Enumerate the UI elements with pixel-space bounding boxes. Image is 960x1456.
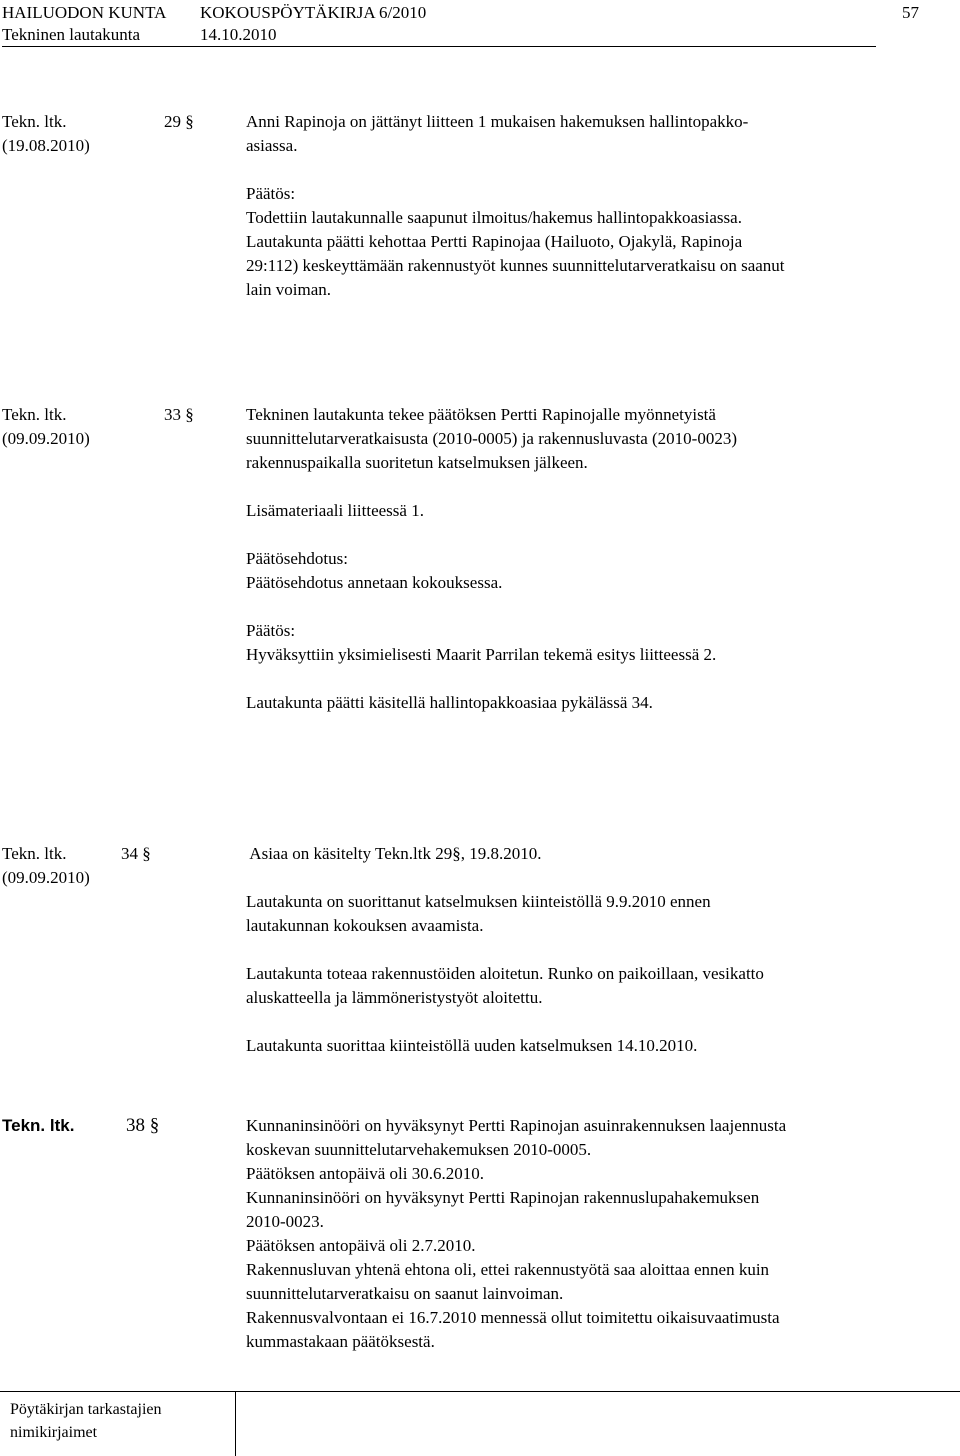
- text-line: suunnittelutarveratkaisu on saanut lainvoiman.: [246, 1284, 564, 1303]
- text-line: Todettiin lautakunnalle saapunut ilmoitus/hakemus hallintopakkoasiassa.: [246, 208, 742, 227]
- text-line: kummastakaan päätöksestä.: [246, 1332, 435, 1351]
- text-line: asiassa.: [246, 136, 298, 155]
- section-number: 34 §: [121, 844, 151, 863]
- decision-heading: Päätös:: [246, 184, 296, 203]
- blank-line: [246, 866, 946, 890]
- text-line: Asiaa on käsitelty Tekn.ltk 29§, 19.8.2010.: [246, 844, 542, 863]
- text-line: Lautakunta päätti kehottaa Pertti Rapinojaa (Hailuoto, Ojakylä, Rapinoja: [246, 232, 743, 251]
- blank-line: [246, 523, 946, 547]
- text-line: Lautakunta päätti käsitellä hallintopakkoasiaa pykälässä 34.: [246, 693, 653, 712]
- section-date: (09.09.2010): [2, 868, 90, 887]
- text-line: rakennuspaikalla suoritetun katselmuksen jälkeen.: [246, 453, 588, 472]
- text-line: Hyväksyttiin yksimielisesti Maarit Parrilan tekemä esitys liitteessä 2.: [246, 645, 717, 664]
- section-label: Tekn. ltk.: [2, 844, 67, 863]
- text-line: Lisämateriaali liitteessä 1.: [246, 501, 424, 520]
- text-line: Lautakunta on suorittanut katselmuksen kiinteistöllä 9.9.2010 ennen: [246, 892, 711, 911]
- text-line: Lautakunta toteaa rakennustöiden aloitetun. Runko on paikoillaan, vesikatto: [246, 964, 764, 983]
- section-label: Tekn. ltk.: [2, 1116, 75, 1135]
- text-line: Rakennusvalvontaan ei 16.7.2010 mennessä ollut toimitettu oikaisuvaatimusta: [246, 1308, 780, 1327]
- blank-line: [246, 475, 946, 499]
- text-line: lautakunnan kokouksen avaamista.: [246, 916, 484, 935]
- section-date: (09.09.2010): [2, 429, 90, 448]
- section-text: [246, 842, 946, 1058]
- text-line: suunnittelutarveratkaisusta (2010-0005) ja rakennusluvasta (2010-0023): [246, 429, 737, 448]
- section-number: 38 §: [126, 1115, 160, 1136]
- document-title: KOKOUSPÖYTÄKIRJA 6/2010: [200, 3, 427, 22]
- header-rule: [2, 46, 876, 47]
- blank-line: [246, 595, 946, 619]
- blank-line: [246, 938, 946, 962]
- section-text: [246, 1114, 946, 1354]
- text-line: Tekninen lautakunta tekee päätöksen Pertti Rapinojalle myönnetyistä: [246, 405, 716, 424]
- section-number: 33 §: [164, 405, 194, 424]
- blank-line: [246, 667, 946, 691]
- proposal-heading: Päätösehdotus:: [246, 549, 348, 568]
- municipality-name: HAILUODON KUNTA: [2, 3, 167, 22]
- text-line: Lautakunta suorittaa kiinteistöllä uuden katselmuksen 14.10.2010.: [246, 1036, 698, 1055]
- text-line: 2010-0023.: [246, 1212, 324, 1231]
- text-line: Päätösehdotus annetaan kokouksessa.: [246, 573, 503, 592]
- section-date: (19.08.2010): [2, 136, 90, 155]
- text-line: Kunnaninsinööri on hyväksynyt Pertti Rapinojan asuinrakennuksen laajennusta: [246, 1116, 787, 1135]
- text-line: Rakennusluvan yhtenä ehtona oli, ettei rakennustyötä saa aloittaa ennen kuin: [246, 1260, 770, 1279]
- text-line: lain voiman.: [246, 280, 331, 299]
- section-label: Tekn. ltk.: [2, 112, 67, 131]
- signature-label: Pöytäkirjan tarkastajien nimikirjaimet: [0, 1392, 236, 1456]
- text-line: Kunnaninsinööri on hyväksynyt Pertti Rapinojan rakennuslupahakemuksen: [246, 1188, 760, 1207]
- text-line: Päätöksen antopäivä oli 2.7.2010.: [246, 1236, 476, 1255]
- page-number: 57: [902, 3, 919, 22]
- text-line: 29:112) keskeyttämään rakennustyöt kunnes suunnittelutarveratkaisu on saanut: [246, 256, 785, 275]
- section-number: 29 §: [164, 112, 194, 131]
- decision-heading: Päätös:: [246, 621, 296, 640]
- section-text: [246, 110, 946, 302]
- text-line: koskevan suunnittelutarvehakemuksen 2010-0005.: [246, 1140, 592, 1159]
- text-line: Anni Rapinoja on jättänyt liitteen 1 mukaisen hakemuksen hallintopakko-: [246, 112, 749, 131]
- signature-box: [0, 1391, 960, 1456]
- committee-name: Tekninen lautakunta: [2, 25, 141, 44]
- blank-line: [246, 1010, 946, 1034]
- text-line: Päätöksen antopäivä oli 30.6.2010.: [246, 1164, 484, 1183]
- section-text: [246, 403, 946, 715]
- blank-line: [246, 158, 946, 182]
- text-line: aluskatteella ja lämmöneristystyöt aloitettu.: [246, 988, 543, 1007]
- section-label: Tekn. ltk.: [2, 405, 67, 424]
- meeting-date: 14.10.2010: [200, 25, 277, 44]
